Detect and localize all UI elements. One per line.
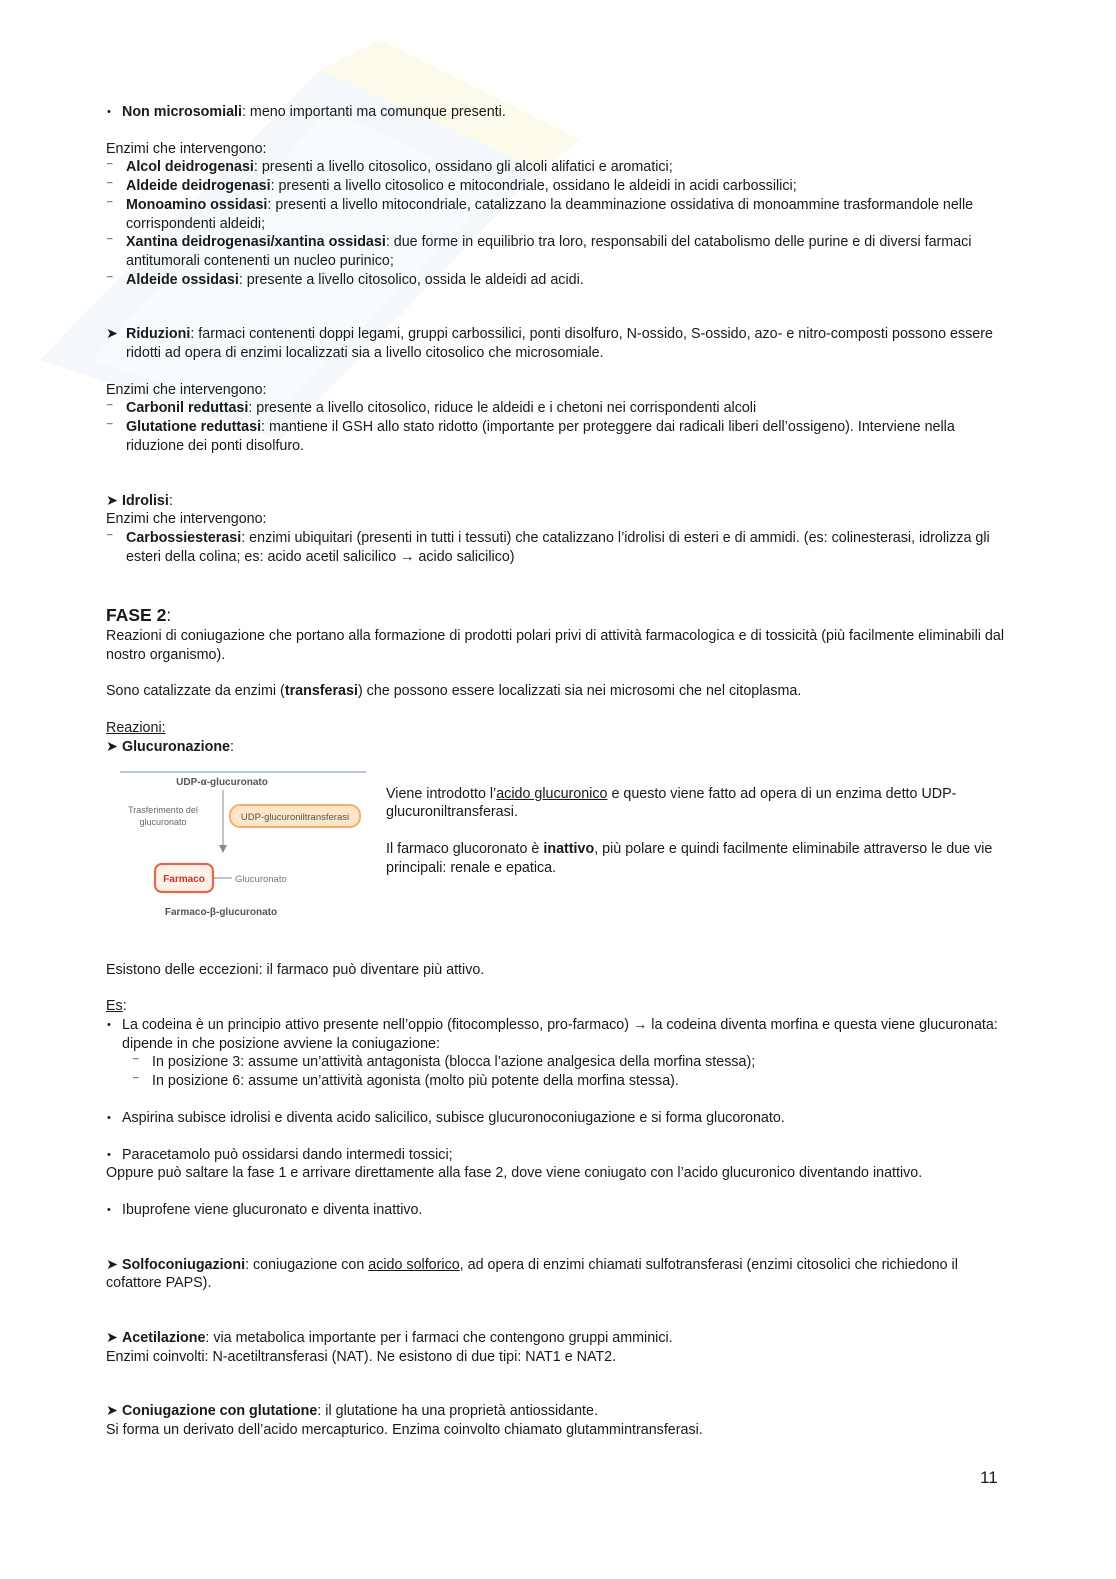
term-link: acido solforico (368, 1256, 460, 1273)
fase2-heading: FASE 2: (106, 605, 172, 626)
section-acetilazione: ➤ Acetilazione: via metabolica importante per i farmaci che contengono gruppi amminici. (106, 1330, 673, 1347)
transfer-label: Trasferimento del (128, 804, 198, 815)
list-item: • Non microsomiali: meno importanti ma comunque presenti. (107, 104, 506, 120)
arrow-head-icon (219, 845, 227, 853)
document-page (106, 103, 1011, 1440)
section-riduzioni: ➤ Riduzioni: farmaci contenenti doppi legami, gruppi carbossilici, ponti disolfuro, N-ossido, S-ossido, azo- e nitro-composti possono essere ridotti ad opera di enzimi localizzati sia a livello citosolico che microsomiale. (106, 326, 993, 362)
transfer-label: glucuronato (139, 816, 187, 827)
es-label: Es: (106, 998, 127, 1015)
list-item: ⁻ Monoamino ossidasi: presenti a livello mitocondriale, catalizzano la deamminazione ossidativa di monoammine trasformandole nelle corrispondenti aldeidi; (106, 196, 974, 232)
paragraph: Si forma un derivato dell’acido mercapturico. Enzima coinvolto chiamato glutammintransferasi. (106, 1422, 703, 1439)
list-item: ⁻ Carbossiesterasi: enzimi ubiquitari (presenti in tutti i tessuti) che catalizzano l’idrolisi di esteri e di ammidi. (es: colinesterasi, idrolizza gli esteri della colina; es: acido acetil salicilico → acido salicilico) (106, 529, 990, 565)
term: Non microsomiali (122, 104, 242, 120)
glucuronation-figure-block (106, 769, 1011, 941)
list-item: • Aspirina subisce idrolisi e diventa acido salicilico, subisce glucuronoconiugazione e si forma glucoronato. (107, 1109, 785, 1126)
list-item: • Paracetamolo può ossidarsi dando intermedi tossici; (107, 1146, 453, 1163)
paragraph: Oppure può saltare la fase 1 e arrivare direttamente alla fase 2, dove viene coniugato con l’acido glucuronico diventando inattivo. (106, 1165, 923, 1182)
bullet-marker: • (107, 106, 111, 118)
enzimi-intro: Enzimi che intervengono: (106, 140, 267, 157)
section-glutatione: ➤ Coniugazione con glutatione: il glutatione ha una proprietà antiossidante. (106, 1403, 598, 1420)
list-item: ⁻ Aldeide deidrogenasi: presenti a livello citosolico e mitocondriale, ossidano le aldeidi in acidi carbossilici; (106, 178, 797, 195)
enzimi-intro: Enzimi che intervengono: (106, 381, 267, 398)
list-item: ⁻ Carbonil reduttasi: presente a livello citosolico, riduce le aldeidi e i chetoni nei corrispondenti alcoli (106, 400, 757, 417)
reazioni-label: Reazioni: (106, 720, 166, 737)
page-number: 11 (980, 1468, 998, 1487)
arrow-icon: ➤ (106, 492, 118, 509)
section-idrolisi: ➤ Idrolisi: (106, 492, 173, 509)
drug-label: Farmaco (163, 873, 205, 885)
glucuronation-diagram (118, 769, 368, 939)
glucuronation-text: Viene introdotto l’acido glucuronico e questo viene fatto ad opera di un enzima detto UDP-glucuroniltransferasi. Il farmaco glucoronato è inattivo, più polare e quindi facilmente eliminabile attraverso le due vie principali: renale e epatica. (386, 785, 993, 876)
section-glucuronazione: ➤ Glucuronazione: (106, 738, 234, 755)
paragraph: Enzimi coinvolti: N-acetiltransferasi (NAT). Ne esistono di due tipi: NAT1 e NAT2. (106, 1348, 617, 1365)
list-item: ⁻ Aldeide ossidasi: presente a livello citosolico, ossida le aldeidi ad acidi. (106, 271, 584, 288)
arrow-icon: ➤ (106, 326, 118, 343)
list-item: • Ibuprofene viene glucuronato e diventa inattivo. (107, 1201, 423, 1218)
section-solfoconiugazioni: ➤ Solfoconiugazioni: coniugazione con acido solforico, ad opera di enzimi chiamati sulfotransferasi (enzimi citosolici che richiedono il cofattore PAPS). (106, 1256, 958, 1292)
list-item: ⁻ Glutatione reduttasi: mantiene il GSH allo stato ridotto (importante per proteggere dai radicali liberi dell’ossigeno). Interviene nella riduzione dei ponti disolfuro. (106, 419, 955, 454)
product-label: Farmaco-β-glucuronato (164, 906, 278, 918)
udp-label: UDP-α-glucuronato (176, 776, 268, 788)
arrow-icon: ➤ (106, 1256, 118, 1273)
arrow-icon: ➤ (106, 1330, 118, 1347)
fase2-intro: Reazioni di coniugazione che portano alla formazione di prodotti polari privi di attività farmacologica e di tossicità (più facilmente eliminabili dal nostro organismo). (106, 628, 1004, 663)
list-item: ⁻ Xantina deidrogenasi/xantina ossidasi: due forme in equilibrio tra loro, responsabili del catabolismo delle purine e di diversi farmaci antitumorali contenenti un nucleo purinico; (106, 234, 972, 269)
eccezioni: Esistono delle eccezioni: il farmaco può diventare più attivo. (106, 961, 485, 978)
arrow-icon: ➤ (106, 1403, 118, 1420)
list-item: ⁻ Alcol deidrogenasi: presenti a livello citosolico, ossidano gli alcoli alifatici e aromatici; (106, 159, 673, 176)
enzyme-label: UDP-glucuroniltransferasi (240, 811, 350, 823)
arrow-icon: ➤ (106, 738, 118, 755)
enzimi-intro: Enzimi che intervengono: (106, 511, 267, 528)
fase2-catalysis: Sono catalizzate da enzimi (transferasi) che possono essere localizzati sia nei microsomi che nel citoplasma. (106, 683, 802, 700)
list-item: • La codeina è un principio attivo presente nell’oppio (fitocomplesso, pro-farmaco) → la codeina diventa morfina e questa viene glucuronata: dipende in che posizione avviene la coniugazione: (107, 1016, 998, 1052)
glucuronate-label: Glucuronato (235, 873, 287, 885)
term-link: acido glucuronico (496, 785, 608, 802)
list-item: ⁻ In posizione 6: assume un’attività agonista (molto più potente della morfina stessa). (132, 1073, 679, 1090)
list-item: ⁻ In posizione 3: assume un’attività antagonista (blocca l’azione analgesica della morfina stessa); (132, 1054, 756, 1071)
